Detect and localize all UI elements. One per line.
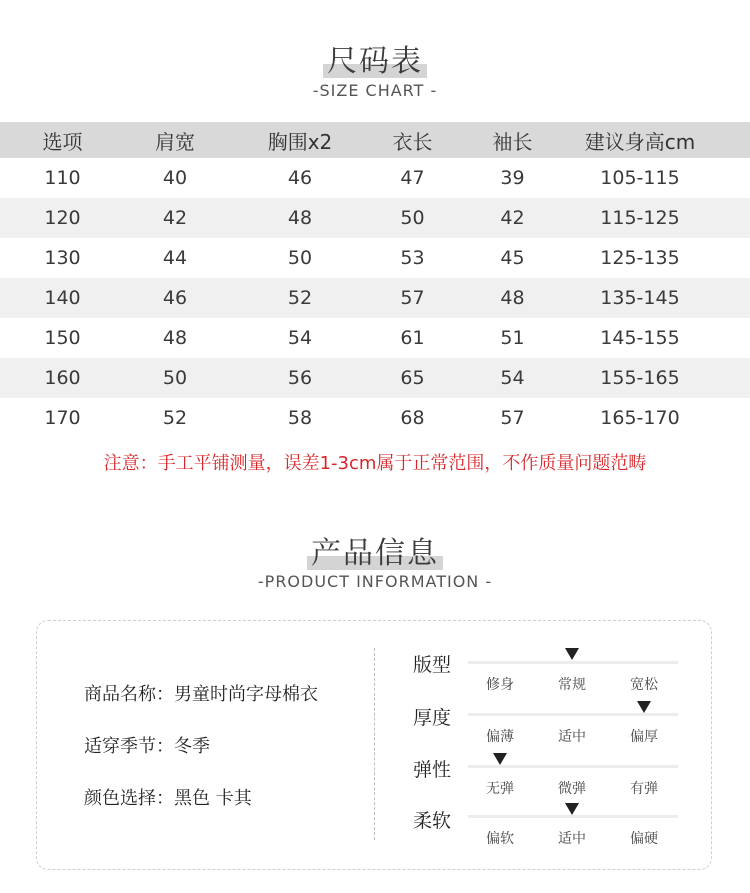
size-chart-title-text: 尺码表	[327, 44, 423, 79]
selected-marker-icon	[493, 753, 507, 765]
info-label: 商品名称：	[84, 684, 174, 705]
table-cell: 115-125	[600, 207, 680, 229]
scale-option: 无弹	[486, 781, 514, 797]
table-row	[0, 198, 750, 238]
table-cell: 110	[44, 167, 81, 189]
size-chart-title	[0, 36, 750, 80]
table-cell: 54	[500, 367, 525, 389]
table-cell: 53	[400, 247, 425, 269]
size-table	[0, 122, 750, 438]
table-cell: 57	[500, 407, 525, 429]
info-label: 颜色选择：	[84, 788, 174, 809]
scale-option: 偏薄	[486, 729, 514, 745]
table-cell: 56	[287, 367, 313, 389]
scale-option: 适中	[558, 831, 586, 847]
table-cell: 120	[44, 207, 81, 229]
product-info-subtitle: -PRODUCT INFORMATION -	[257, 572, 493, 591]
table-cell: 61	[400, 327, 425, 349]
table-cell: 165-170	[600, 407, 680, 429]
header-cell-shoulder: 肩宽	[155, 129, 195, 154]
scale-option: 宽松	[630, 677, 658, 693]
info-divider	[374, 648, 375, 840]
table-cell: 50	[162, 367, 188, 389]
table-cell: 68	[400, 407, 425, 429]
attribute-label: 厚度	[413, 707, 452, 729]
table-cell: 140	[44, 287, 81, 309]
table-cell: 170	[44, 407, 81, 429]
measurement-note: 注意：手工平铺测量，误差1-3cm属于正常范围，不作质量问题范畴	[103, 453, 647, 474]
table-cell: 46	[287, 167, 313, 189]
product-info-title-text: 产品信息	[311, 536, 439, 571]
scale-option: 有弹	[630, 781, 658, 797]
scale-track	[468, 765, 678, 768]
table-row	[0, 398, 750, 438]
attribute-label: 柔软	[413, 810, 452, 832]
attribute-label: 版型	[413, 654, 452, 676]
header-cell-height: 建议身高cm	[584, 129, 696, 154]
selected-marker-icon	[637, 701, 651, 713]
scale-option: 修身	[486, 677, 514, 693]
table-cell: 54	[287, 327, 313, 349]
table-cell: 58	[287, 407, 313, 429]
table-cell: 135-145	[600, 287, 680, 309]
scale-option: 偏硬	[630, 831, 658, 847]
table-cell: 48	[500, 287, 525, 309]
scale-track	[468, 661, 678, 664]
header-cell-length: 衣长	[392, 129, 433, 154]
size-chart-subtitle: -SIZE CHART -	[312, 81, 438, 100]
info-value: 男童时尚字母棉衣	[174, 684, 318, 705]
table-cell: 130	[44, 247, 81, 269]
info-value: 黑色 卡其	[174, 788, 252, 809]
table-row	[0, 158, 750, 198]
product-info-title	[0, 528, 750, 572]
table-cell: 150	[44, 327, 81, 349]
table-cell: 105-115	[600, 167, 680, 189]
scale-option: 偏软	[486, 831, 514, 847]
table-cell: 42	[162, 207, 188, 229]
scale-track	[468, 815, 678, 818]
table-cell: 39	[500, 167, 525, 189]
scale-option: 微弹	[558, 781, 586, 797]
header-cell-sleeve: 袖长	[492, 129, 533, 154]
info-line-color	[84, 784, 252, 810]
table-cell: 42	[500, 207, 525, 229]
scale-option: 偏厚	[630, 729, 658, 745]
header-cell-option: 选项	[42, 129, 83, 154]
table-cell: 48	[287, 207, 313, 229]
table-cell: 51	[500, 327, 525, 349]
table-row	[0, 318, 750, 358]
selected-marker-icon	[565, 648, 579, 660]
table-cell: 52	[162, 407, 188, 429]
info-label: 适穿季节：	[84, 736, 174, 757]
table-cell: 47	[400, 167, 425, 189]
info-value: 冬季	[174, 736, 210, 757]
table-body	[0, 158, 750, 438]
table-cell: 65	[400, 367, 425, 389]
table-cell: 125-135	[600, 247, 680, 269]
table-row	[0, 358, 750, 398]
selected-marker-icon	[565, 803, 579, 815]
scale-option: 适中	[558, 729, 586, 745]
scale-option: 常规	[558, 677, 586, 693]
table-cell: 160	[44, 367, 81, 389]
table-row	[0, 238, 750, 278]
table-cell: 50	[400, 207, 425, 229]
table-cell: 48	[162, 327, 188, 349]
table-cell: 45	[500, 247, 525, 269]
table-header-row	[0, 122, 750, 158]
info-line-season	[84, 732, 210, 758]
table-cell: 145-155	[600, 327, 680, 349]
scale-track	[468, 713, 678, 716]
table-cell: 57	[400, 287, 425, 309]
attribute-label: 弹性	[413, 759, 452, 781]
table-cell: 40	[162, 167, 188, 189]
table-cell: 50	[287, 247, 313, 269]
table-row	[0, 278, 750, 318]
table-cell: 44	[162, 247, 188, 269]
info-line-name	[84, 680, 318, 706]
table-cell: 46	[162, 287, 188, 309]
table-cell: 52	[287, 287, 313, 309]
table-cell: 155-165	[600, 367, 680, 389]
header-cell-chest: 胸围x2	[267, 129, 333, 154]
